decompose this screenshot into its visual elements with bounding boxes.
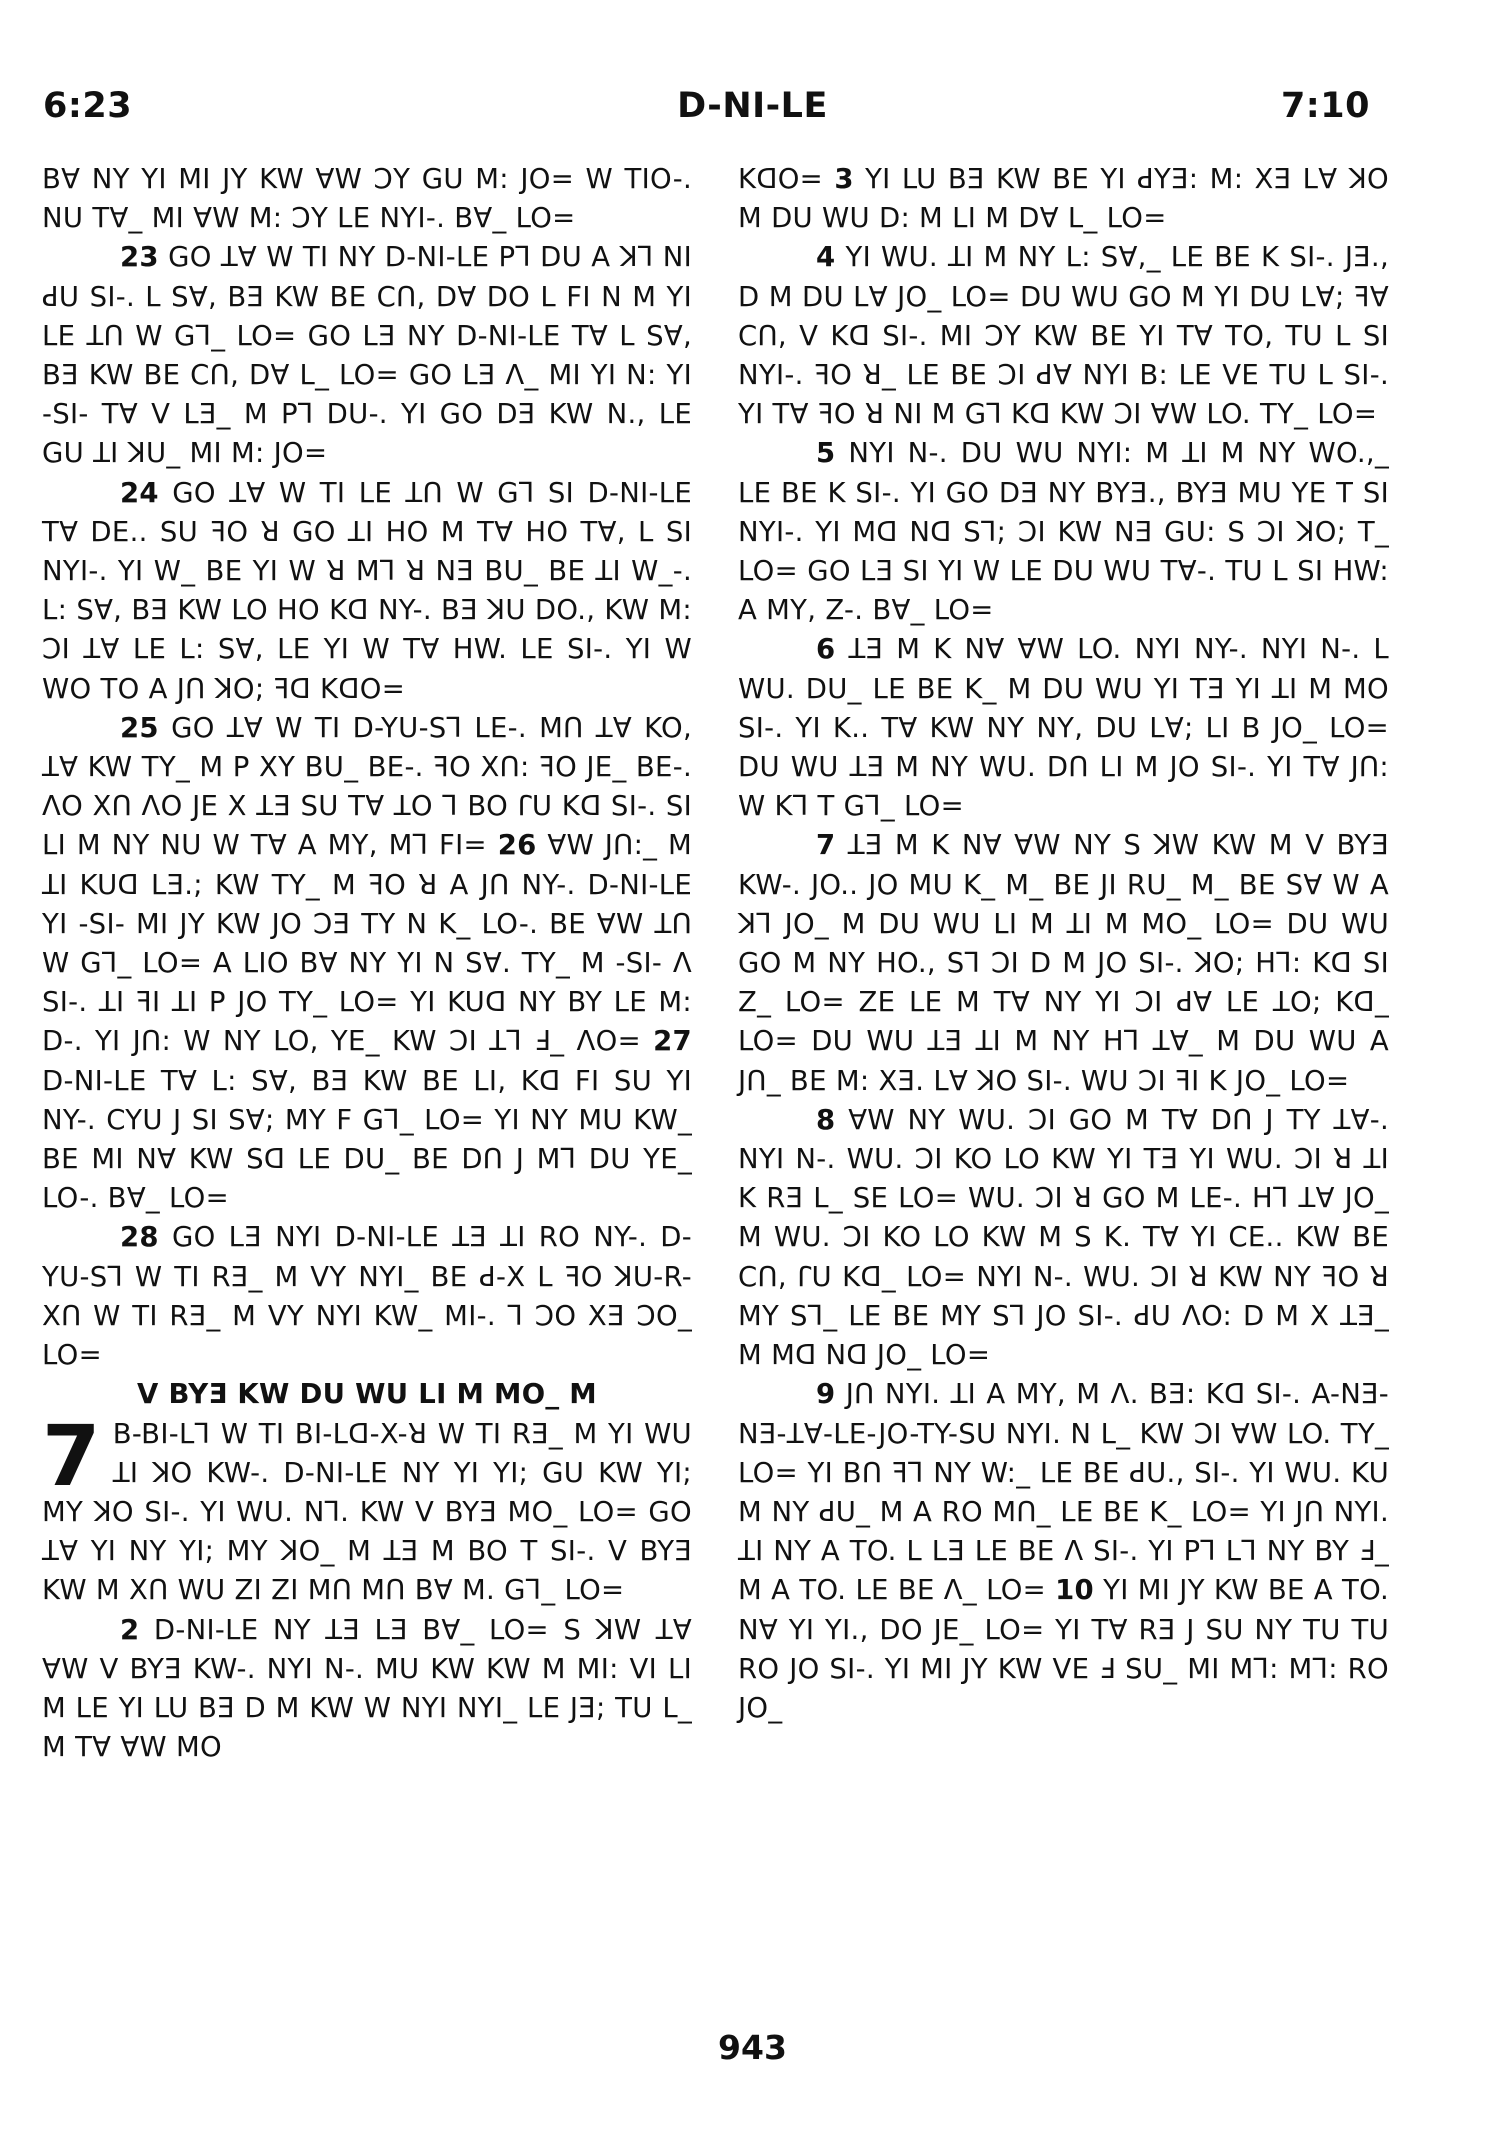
paragraph: [42, 160, 692, 238]
paragraph: [42, 238, 692, 473]
paragraph: [738, 434, 1389, 630]
verse-number: 5: [816, 437, 836, 470]
verse-number: 7: [816, 829, 836, 862]
paragraph-text: GO ꓕꓯ W TI NY D-NI-LE Pꓶ DU A ꓘꓶ NI ꓒU SI-. L Sꓯ, BƎ KW BE Cꓵ, Dꓯ DO L FI N M YI LE ꓕꓵ W Gꓶ_ LO= GO LƎ NY D-NI-LE Tꓯ L Sꓯ, BƎ KW BE Cꓵ, Dꓯ L_ LO= GO LƎ ꓥ_ MI YI N: YI -SI- Tꓯ V LƎ_ M Pꓶ DU-. YI GO DƎ KW N., LE GU ꓕI ꓘU_ MI M: JO=: [42, 241, 693, 470]
paragraph: [42, 709, 692, 1219]
verse-number: 23: [120, 241, 159, 274]
verse-number: 3: [834, 163, 854, 195]
header-right-reference: 7:10: [1280, 86, 1370, 126]
paragraph: [42, 474, 692, 709]
verse-number: 8: [816, 1103, 836, 1136]
verse-number: 9: [816, 1378, 836, 1411]
paragraph-text: Jꓵ NYI. ꓕI A MY, M ꓥ. BƎ: Kꓷ SI-. A-NƎ-NƎ-ꓕꓯ-LE-JO-TY-SU NYI. N L_ KW ƆI ꓯW LO. TY_ LO= YI Bꓵ ꟻꓶ NY W:_ LE BE ꓒU., SI-. YI WU. KU M NY ꓒU_ M A RO Mꓵ_ LE BE K_ LO= YI Jꓵ NYI. ꓕI NY A TO. L LƎ LE BE ꓥ SI-. YI Pꓶ Lꓶ NY BY Ⅎ_ M A TO. LE BE ꓥ_ LO=: [738, 1378, 1389, 1607]
paragraph-text: YI MI JY KW BE A TO. Nꓯ YI YI., DO JE_ LO= YI Tꓯ RƎ J SU NY TU TU RO JO SI-. YI MI JY KW VE Ⅎ SU_ MI Mꓶ: Mꓶ: RO JO_: [738, 1574, 1390, 1724]
paragraph-text: KꓷO=: [738, 163, 835, 195]
paragraph-text: GO ꓕꓯ W TI D-YU-Sꓶ LE-. Mꓵ ꓕꓯ KO, ꓕꓯ KW TY_ M P XY BU_ BE-. ꟻO Xꓵ: ꟻO JE_ BE-. ꓥO Xꓵ ꓥO JE X ꓕƎ SU Tꓯ ꓕO ꓶ BO ꓩU Kꓷ SI-. SI LI M NY NU W Tꓯ A MY, Mꓶ FI=: [42, 711, 693, 862]
page-title: D-NI-LE: [677, 86, 828, 126]
paragraph-text: YI WU. ꓕI M NY L: Sꓯ,_ LE BE K SI-. JƎ., D M DU Lꓯ JO_ LO= DU WU GO M YI DU Lꓯ; ꟻꓯ Cꓵ, V Kꓷ SI-. MI ƆY KW BE YI Tꓯ TO, TU L SI NYI-. ꟻO ꓤ_ LE BE ƆI ꓒꓯ NYI B: LE VE TU L SI-. YI Tꓯ ꟻO ꓤ NI M Gꓶ Kꓷ KW ƆI ꓯW LO. TY_ LO=: [738, 241, 1389, 431]
paragraph-text: ꓯW NY WU. ƆI GO M Tꓯ Dꓵ J TY ꓕꓯ-. NYI N-. WU. ƆI KO LO KW YI TƎ YI WU. ƆI ꓤ ꓕI K RƎ L_ SE LO= WU. ƆI ꓤ GO M LE-. Hꓶ ꓕꓯ JO_ M WU. ƆI KO LO KW M S K. Tꓯ YI CE.. KW BE Cꓵ, ꓩU Kꓷ_ LO= NYI N-. WU. ƆI ꓤ KW NY ꟻO ꓤ MY Sꓶ_ LE BE MY Sꓶ JO SI-. ꓒU ꓥO: D M X ꓕƎ_ M Mꓷ Nꓷ JO_ LO=: [738, 1103, 1389, 1372]
paragraph: [738, 1101, 1389, 1375]
paragraph-text: D-NI-LE NY ꓕƎ LƎ Bꓯ_ LO= S ꓘW ꓕꓯ ꓯW V BYƎ KW-. NYI N-. MU KW KW M MI: VI LI M LE YI LU BƎ D M KW W NYI NYI_ LE JƎ; TU L_ M Tꓯ ꓯW MO: [42, 1613, 693, 1764]
chapter-heading: V BYƎ KW DU WU LI M MO_ M: [137, 1378, 597, 1411]
paragraph-text: B-BI-Lꓶ W TI BI-Lꓷ-X-ꓤ W TI RƎ_ M YI WU ꓕI ꓘO KW-. D-NI-LE NY YI YI; GU KW YI; MY ꓘO SI-. YI WU. Nꓶ. KW V BYƎ MO_ LO= GO ꓕꓯ YI NY YI; MY ꓘO_ M ꓕƎ M BO T SI-. V BYƎ KW M Xꓵ WU ZI ZI Mꓵ Mꓵ Bꓯ M. Gꓶ_ LO=: [42, 1417, 692, 1607]
paragraph-text: Bꓯ NY YI MI JY KW ꓯW ƆY GU M: JO= W TIO-. NU Tꓯ_ MI ꓯW M: ƆY LE NYI-. Bꓯ_ LO=: [42, 163, 692, 235]
paragraph: [738, 1375, 1389, 1728]
verse-number: 27: [653, 1025, 692, 1058]
page-number: 943: [718, 2028, 787, 2067]
verse-number: 26: [497, 829, 537, 862]
right-column: [738, 160, 1389, 1728]
paragraph: [42, 1406, 692, 1611]
verse-number: 24: [120, 476, 159, 509]
left-column: [42, 160, 692, 1767]
paragraph: [738, 826, 1389, 1100]
paragraph-text: D-NI-LE Tꓯ L: Sꓯ, BƎ KW BE LI, Kꓷ FI SU YI NY-. CYU J SI Sꓯ; MY F Gꓶ_ LO= YI NY MU KW_ BE MI Nꓯ KW Sꓷ LE DU_ BE Dꓵ J Mꓶ DU YE_ LO-. Bꓯ_ LO=: [42, 1064, 692, 1215]
paragraph: [42, 1611, 692, 1768]
verse-number: 4: [816, 241, 836, 274]
paragraph-text: ꓕƎ M K Nꓯ ꓯW NY S ꓘW KW M V BYƎ KW-. JO.. JO MU K_ M_ BE JI RU_ M_ BE Sꓯ W A ꓘꓶ JO_ M DU WU LI M ꓕI M MO_ LO= DU WU GO M NY HO., Sꓶ ƆI D M JO SI-. ꓘO; Hꓶ: Kꓷ SI Z_ LO= ZE LE M Tꓯ NY YI ƆI ꓒꓯ LE ꓕO; Kꓷ_ LO= DU WU ꓕƎ ꓕI M NY Hꓶ ꓕꓯ_ M DU WU A Jꓵ_ BE M: XƎ. Lꓯ ꓘO SI-. WU ƆI ꟻI K JO_ LO=: [738, 829, 1389, 1097]
verse-number: 2: [120, 1613, 140, 1646]
verse-number: 25: [120, 711, 159, 744]
chapter-number: 7: [42, 1406, 101, 1505]
paragraph-text: NYI N-. DU WU NYI: M ꓕI M NY WO.,_ LE BE K SI-. YI GO DƎ NY BYƎ., BYƎ MU YE T SI NYI-. YI Mꓷ Nꓷ Sꓶ; ƆI KW NƎ GU: S ƆI ꓘO; T_ LO= GO LƎ SI YI W LE DU WU Tꓯ-. TU L SI HW: A MY, Z-. Bꓯ_ LO=: [738, 437, 1389, 627]
paragraph-text: YI LU BƎ KW BE YI ꓒYƎ: M: XƎ Lꓯ ꓘO M DU WU D: M LI M Dꓯ L_ LO=: [738, 163, 1390, 235]
paragraph: [42, 1218, 692, 1375]
paragraph: [738, 630, 1389, 826]
paragraph-text: ꓕƎ M K Nꓯ ꓯW LO. NYI NY-. NYI N-. L WU. DU_ LE BE K_ M DU WU YI TƎ YI ꓕI M MO SI-. YI K.. Tꓯ KW NY NY, DU Lꓯ; LI B JO_ LO= DU WU ꓕƎ M NY WU. Dꓵ LI M JO SI-. YI Tꓯ Jꓵ: W Kꓶ T Gꓶ_ LO=: [738, 633, 1390, 823]
paragraph-text: GO LƎ NYI D-NI-LE ꓕƎ ꓕI RO NY-. D-YU-Sꓶ W TI RƎ_ M VY NYI_ BE ꓒ-X L ꟻO ꓘU-R-Xꓵ W TI RƎ_ M VY NYI KW_ MI-. ꓶ ƆO XƎ ƆO_ LO=: [42, 1221, 692, 1372]
paragraph-text: ꓯW Jꓵ:_ M ꓕI KUꓷ LƎ.; KW TY_ M ꟻO ꓤ A Jꓵ NY-. D-NI-LE YI -SI- MI JY KW JO ƆƎ TY N K_ LO-. BE ꓯW ꓕꓵ W Gꓶ_ LO= A LIO Bꓯ NY YI N Sꓯ. TY_ M -SI- ꓥ SI-. ꓕI ꟻI ꓕI P JO TY_ LO= YI KUꓷ NY BY LE M: D-. YI Jꓵ: W NY LO, YE_ KW ƆI ꓕꓶ Ⅎ_ ꓥO=: [42, 829, 693, 1058]
paragraph-text: GO ꓕꓯ W TI LE ꓕꓵ W Gꓶ SI D-NI-LE Tꓯ DE.. SU ꟻO ꓤ GO ꓕI HO M Tꓯ HO Tꓯ, L SI NYI-. YI W_ BE YI W ꓤ Mꓶ ꓤ NƎ BU_ BE ꓕI W_-. L: Sꓯ, BƎ KW LO HO Kꓷ NY-. BƎ ꓘU DO., KW M: ƆI ꓕꓯ LE L: Sꓯ, LE YI W Tꓯ HW. LE SI-. YI W WO TO A Jꓵ ꓘO; ꟻꓷ KꓷO=: [42, 476, 692, 705]
paragraph: [738, 160, 1389, 238]
verse-number: 6: [816, 633, 836, 666]
verse-number: 28: [120, 1221, 159, 1254]
paragraph: [738, 238, 1389, 434]
verse-number: 10: [1055, 1574, 1094, 1607]
header-left-reference: 6:23: [43, 86, 133, 126]
